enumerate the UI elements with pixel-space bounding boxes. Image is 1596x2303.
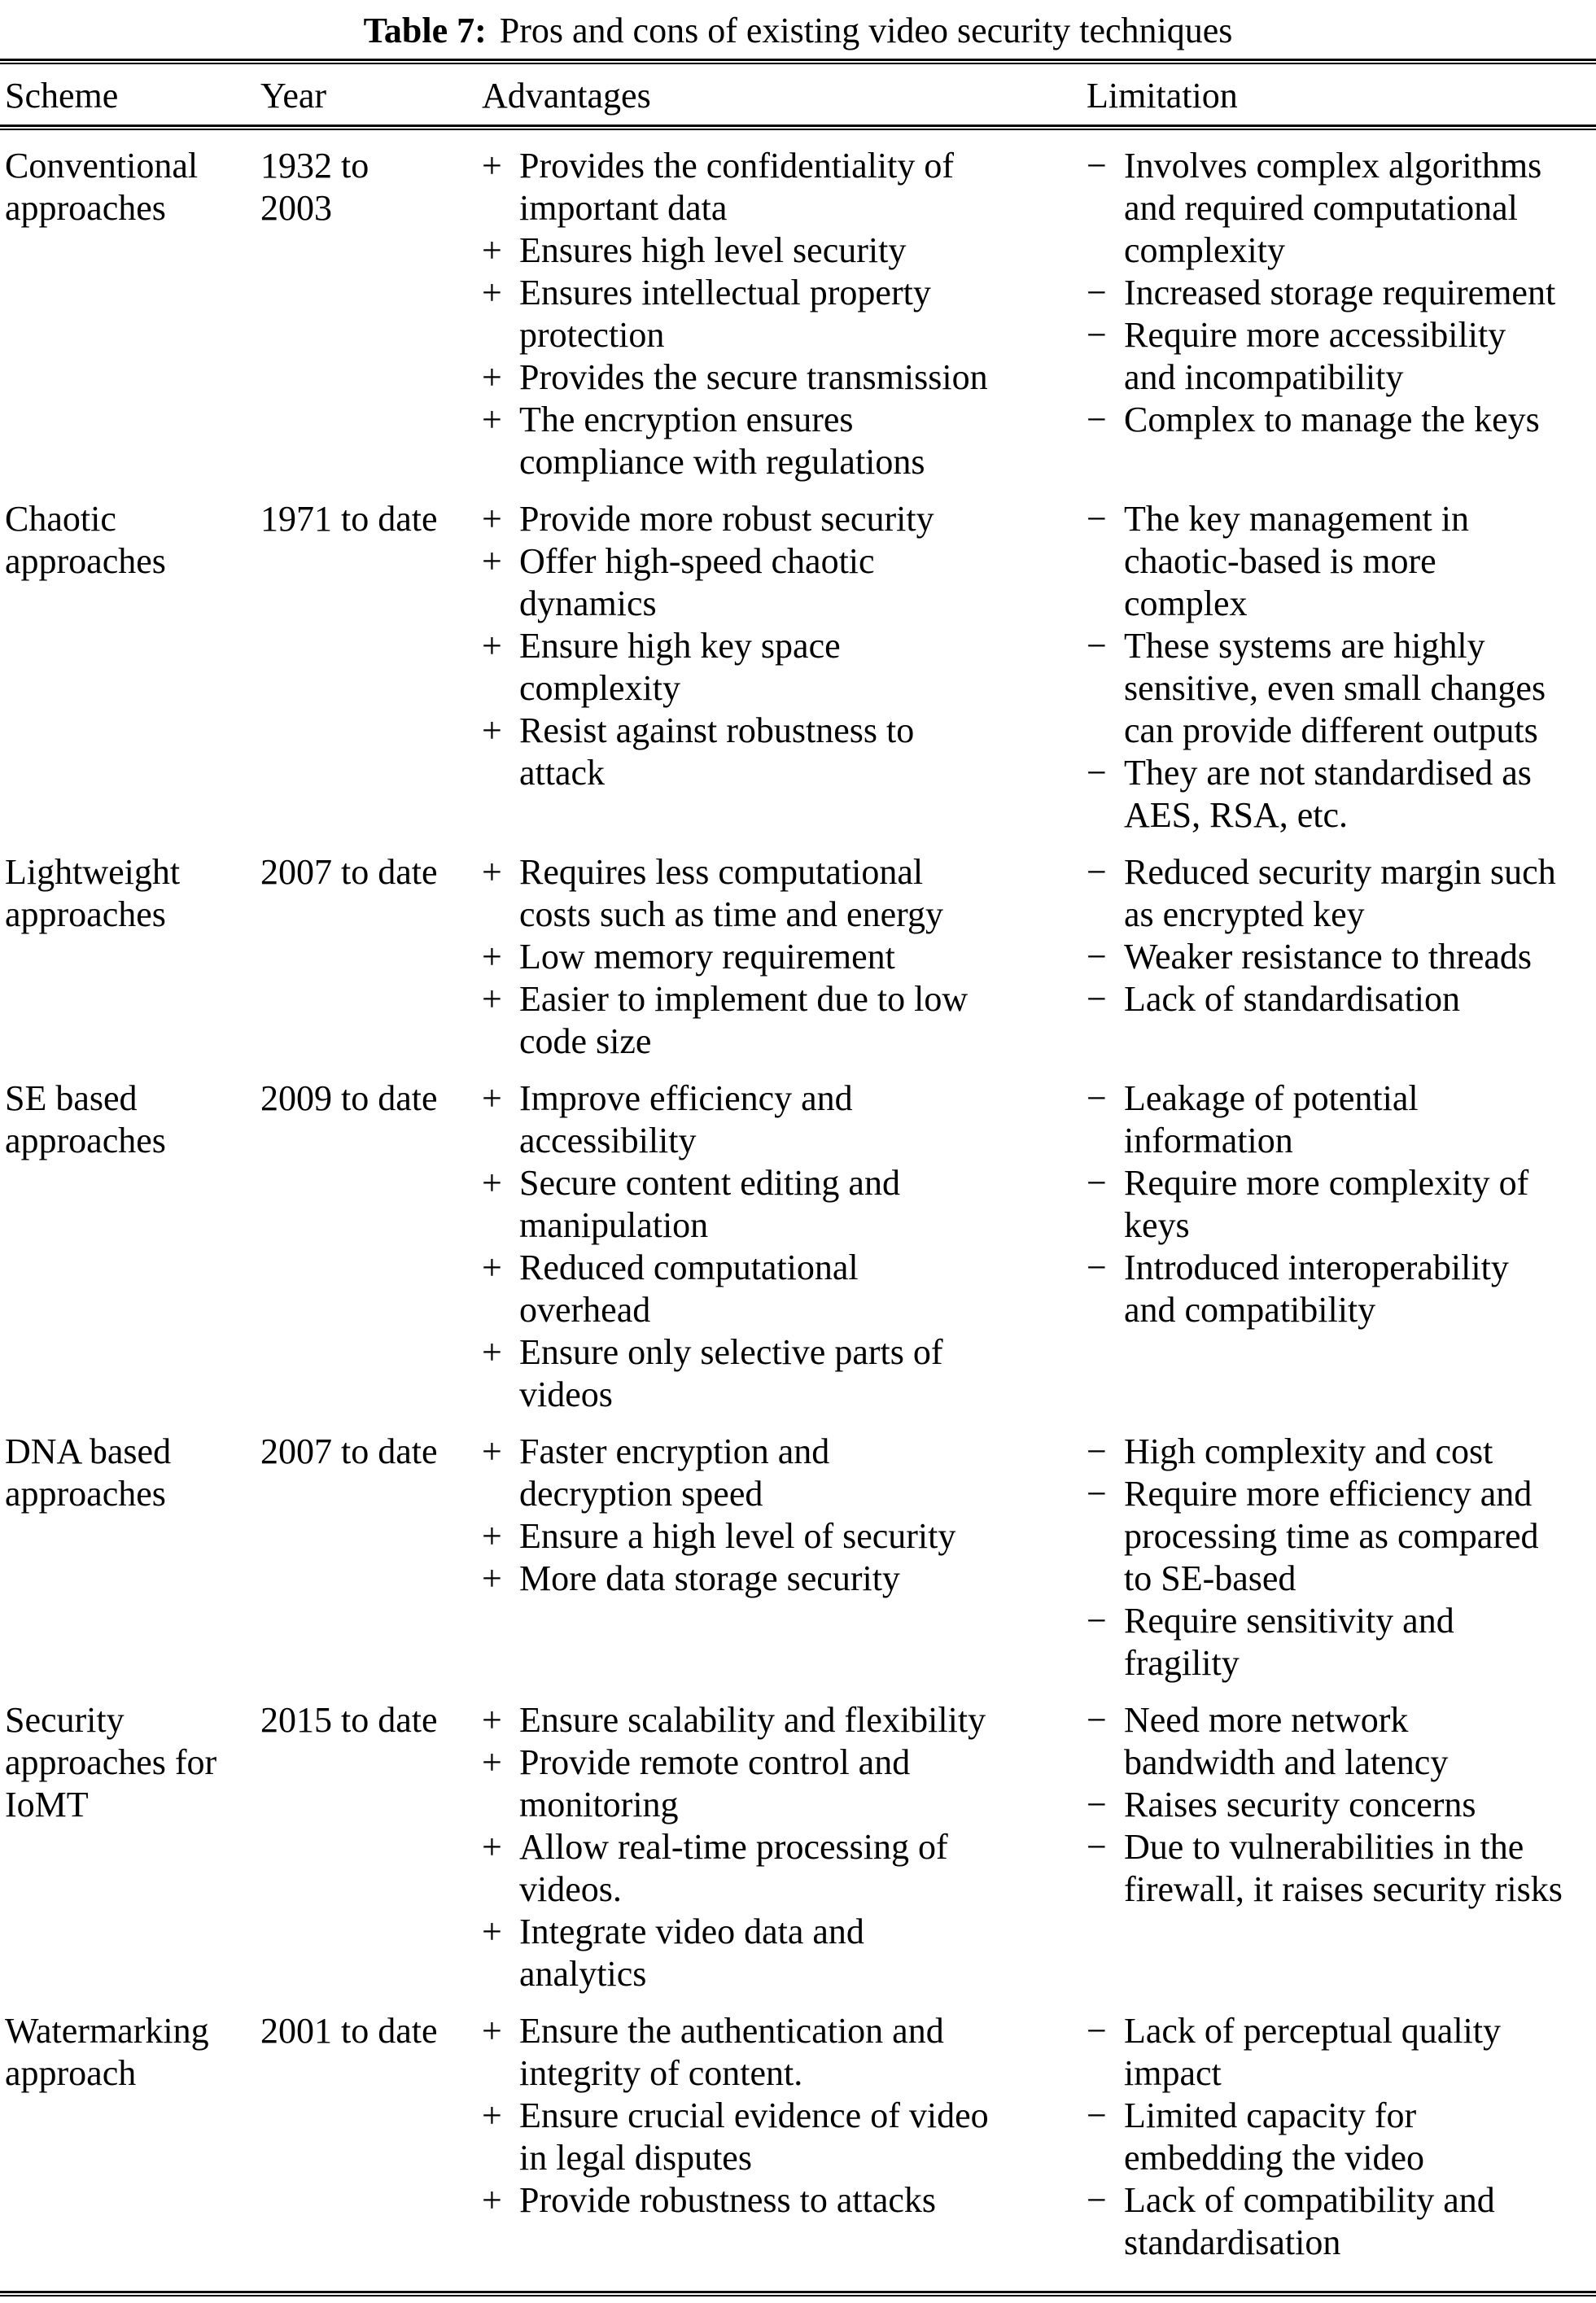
year-cell: 1932 to 2003 (260, 146, 369, 228)
item-text: Raises security concerns (1124, 1785, 1476, 1824)
item-text: High complexity and cost (1124, 1431, 1493, 1471)
plus-marker: + (482, 1516, 502, 1556)
minus-marker: − (1087, 1700, 1107, 1740)
item-text: Ensure scalability and flexibility (519, 1700, 986, 1740)
scheme-cell: Security approaches for IoMT (5, 1700, 217, 1824)
plus-marker: + (482, 626, 502, 666)
limitation-item (1087, 1431, 1596, 1473)
table-row (0, 498, 1596, 837)
advantages-cell (482, 498, 1087, 794)
item-text: Require more complexity of keys (1124, 1163, 1529, 1245)
limitation-item (1087, 1699, 1596, 1784)
header-rule (0, 125, 1596, 130)
column-header-year: Year (260, 76, 327, 116)
limitation-item (1087, 1600, 1596, 1685)
item-text: Offer high-speed chaotic dynamics (519, 541, 875, 623)
item-text: Provide remote control and monitoring (519, 1742, 911, 1824)
limitation-item (1087, 399, 1596, 441)
minus-marker: − (1087, 753, 1107, 793)
minus-marker: − (1087, 2180, 1107, 2220)
item-text: Ensures intellectual property protection (519, 273, 931, 355)
item-text: Limited capacity for embedding the video (1124, 2095, 1425, 2178)
advantage-item (482, 1331, 1087, 1416)
limitation-item (1087, 1162, 1596, 1247)
plus-marker: + (482, 400, 502, 439)
item-text: Allow real-time processing of videos. (519, 1827, 948, 1909)
limitation-item (1087, 625, 1596, 752)
limitation-item (1087, 936, 1596, 978)
minus-marker: − (1087, 1474, 1107, 1514)
plus-marker: + (482, 1912, 502, 1951)
plus-marker: + (482, 2180, 502, 2220)
limitation-item (1087, 1077, 1596, 1162)
bottom-rule (0, 2291, 1596, 2296)
scheme-cell: Chaotic approaches (5, 499, 166, 581)
limitation-item (1087, 978, 1596, 1020)
minus-marker: − (1087, 1431, 1107, 1471)
item-text: Improve efficiency and accessibility (519, 1078, 853, 1160)
advantage-item (482, 978, 1087, 1063)
plus-marker: + (482, 1700, 502, 1740)
column-header-limitation: Limitation (1087, 76, 1238, 116)
item-text: Leakage of potential information (1124, 1078, 1419, 1160)
table-caption-text: Pros and cons of existing video security techniques (499, 11, 1233, 50)
scheme-cell: DNA based approaches (5, 1431, 172, 1514)
limitation-item (1087, 498, 1596, 625)
item-text: Ensure high key space complexity (519, 626, 841, 708)
item-text: Ensure the authentication and integrity of content. (519, 2011, 944, 2093)
item-text: Reduced security margin such as encrypted key (1124, 852, 1556, 934)
item-text: Lack of compatibility and standardisation (1124, 2180, 1495, 2262)
minus-marker: − (1087, 1827, 1107, 1867)
plus-marker: + (482, 1078, 502, 1118)
table-row (0, 1077, 1596, 1416)
limitation-item (1087, 2095, 1596, 2179)
advantages-cell (482, 1431, 1087, 1600)
advantages-cell (482, 1699, 1087, 1995)
plus-marker: + (482, 230, 502, 270)
item-text: Ensure crucial evidence of video in legal disputes (519, 2095, 989, 2178)
minus-marker: − (1087, 315, 1107, 355)
minus-marker: − (1087, 1248, 1107, 1287)
minus-marker: − (1087, 626, 1107, 666)
limitation-item (1087, 1247, 1596, 1331)
item-text: Faster encryption and decryption speed (519, 1431, 830, 1514)
advantage-item (482, 851, 1087, 936)
limitation-item (1087, 851, 1596, 936)
advantage-item (482, 1699, 1087, 1741)
year-cell: 2001 to date (260, 2011, 438, 2051)
advantage-item (482, 2179, 1087, 2222)
item-text: Provides the confidentiality of important data (519, 146, 954, 228)
limitation-item (1087, 1473, 1596, 1600)
advantage-item (482, 498, 1087, 540)
scheme-cell: Conventional approaches (5, 146, 199, 228)
advantage-item (482, 710, 1087, 794)
advantages-cell (482, 1077, 1087, 1416)
advantage-item (482, 356, 1087, 399)
advantage-item (482, 1911, 1087, 1995)
advantages-cell (482, 851, 1087, 1063)
item-text: They are not standardised as AES, RSA, etc. (1124, 753, 1532, 835)
advantage-item (482, 1826, 1087, 1911)
item-text: Introduced interoperability and compatibility (1124, 1248, 1509, 1330)
plus-marker: + (482, 357, 502, 397)
table-row (0, 145, 1596, 483)
item-text: Low memory requirement (519, 937, 895, 977)
advantage-item (482, 1515, 1087, 1558)
advantage-item (482, 1162, 1087, 1247)
plus-marker: + (482, 1332, 502, 1372)
item-text: Integrate video data and analytics (519, 1912, 864, 1994)
limitations-cell (1087, 1077, 1596, 1331)
advantage-item (482, 1431, 1087, 1515)
advantage-item (482, 1247, 1087, 1331)
advantage-item (482, 1558, 1087, 1600)
year-cell: 2007 to date (260, 852, 438, 892)
item-text: Secure content editing and manipulation (519, 1163, 900, 1245)
plus-marker: + (482, 273, 502, 312)
limitations-cell (1087, 498, 1596, 837)
item-text: Due to vulnerabilities in the firewall, it raises security risks (1124, 1827, 1563, 1909)
limitations-cell (1087, 145, 1596, 441)
minus-marker: − (1087, 852, 1107, 892)
item-text: Reduced computational overhead (519, 1248, 859, 1330)
item-text: Requires less computational costs such as time and energy (519, 852, 943, 934)
advantages-cell (482, 2010, 1087, 2222)
item-text: Complex to manage the keys (1124, 400, 1540, 439)
scheme-cell: SE based approaches (5, 1078, 166, 1160)
minus-marker: − (1087, 1163, 1107, 1203)
plus-marker: + (482, 1248, 502, 1287)
advantage-item (482, 936, 1087, 978)
limitations-cell (1087, 851, 1596, 1020)
limitation-item (1087, 1826, 1596, 1911)
item-text: Provide more robust security (519, 499, 934, 539)
plus-marker: + (482, 710, 502, 750)
plus-marker: + (482, 979, 502, 1019)
item-text: Provides the secure transmission (519, 357, 988, 397)
advantage-item (482, 2095, 1087, 2179)
item-text: Ensure a high level of security (519, 1516, 956, 1556)
year-cell: 2009 to date (260, 1078, 438, 1118)
plus-marker: + (482, 2095, 502, 2135)
plus-marker: + (482, 1558, 502, 1598)
minus-marker: − (1087, 1785, 1107, 1824)
minus-marker: − (1087, 499, 1107, 539)
minus-marker: − (1087, 1078, 1107, 1118)
advantage-item (482, 1077, 1087, 1162)
advantage-item (482, 272, 1087, 356)
plus-marker: + (482, 146, 502, 186)
item-text: Weaker resistance to threads (1124, 937, 1532, 977)
table-row (0, 851, 1596, 1063)
limitations-cell (1087, 2010, 1596, 2264)
item-text: Require sensitivity and fragility (1124, 1601, 1454, 1683)
advantage-item (482, 2010, 1087, 2095)
item-text: Ensure only selective parts of videos (519, 1332, 943, 1414)
table-header-row (0, 64, 1596, 125)
limitations-cell (1087, 1699, 1596, 1911)
minus-marker: − (1087, 400, 1107, 439)
item-text: Need more network bandwidth and latency (1124, 1700, 1449, 1782)
minus-marker: − (1087, 2095, 1107, 2135)
advantage-item (482, 1741, 1087, 1826)
limitation-item (1087, 2010, 1596, 2095)
item-text: Lack of standardisation (1124, 979, 1460, 1019)
advantage-item (482, 399, 1087, 483)
year-cell: 2007 to date (260, 1431, 438, 1471)
plus-marker: + (482, 2011, 502, 2051)
item-text: Ensures high level security (519, 230, 907, 270)
year-cell: 1971 to date (260, 499, 438, 539)
minus-marker: − (1087, 937, 1107, 977)
limitation-item (1087, 272, 1596, 314)
plus-marker: + (482, 499, 502, 539)
minus-marker: − (1087, 1601, 1107, 1641)
limitation-item (1087, 314, 1596, 399)
table-body (0, 145, 1596, 2264)
plus-marker: + (482, 852, 502, 892)
limitation-item (1087, 752, 1596, 837)
minus-marker: − (1087, 979, 1107, 1019)
advantage-item (482, 229, 1087, 272)
plus-marker: + (482, 1742, 502, 1782)
item-text: More data storage security (519, 1558, 900, 1598)
scheme-cell: Lightweight approaches (5, 852, 181, 934)
plus-marker: + (482, 1431, 502, 1471)
plus-marker: + (482, 937, 502, 977)
advantage-item (482, 145, 1087, 229)
minus-marker: − (1087, 146, 1107, 186)
limitation-item (1087, 145, 1596, 272)
limitation-item (1087, 1784, 1596, 1826)
table-caption (0, 0, 1596, 52)
item-text: Resist against robustness to attack (519, 710, 915, 793)
top-rule (0, 59, 1596, 64)
table-row (0, 1699, 1596, 1995)
minus-marker: − (1087, 273, 1107, 312)
item-text: The key management in chaotic-based is more complex (1124, 499, 1469, 623)
item-text: Involves complex algorithms and required computational complexity (1124, 146, 1542, 270)
item-text: Increased storage requirement (1124, 273, 1556, 312)
item-text: Lack of perceptual quality impact (1124, 2011, 1502, 2093)
advantages-cell (482, 145, 1087, 483)
table-caption-label: Table 7: (363, 11, 487, 50)
plus-marker: + (482, 1827, 502, 1867)
item-text: The encryption ensures compliance with regulations (519, 400, 925, 482)
item-text: Require more efficiency and processing time as compared to SE-based (1124, 1474, 1539, 1598)
column-header-advantages: Advantages (482, 76, 651, 116)
table-row (0, 1431, 1596, 1685)
year-cell: 2015 to date (260, 1700, 438, 1740)
plus-marker: + (482, 541, 502, 581)
limitation-item (1087, 2179, 1596, 2264)
limitations-cell (1087, 1431, 1596, 1685)
item-text: Easier to implement due to low code size (519, 979, 969, 1061)
column-header-scheme: Scheme (5, 76, 119, 116)
item-text: Provide robustness to attacks (519, 2180, 937, 2220)
item-text: Require more accessibility and incompatibility (1124, 315, 1506, 397)
minus-marker: − (1087, 2011, 1107, 2051)
item-text: These systems are highly sensitive, even small changes can provide different outputs (1124, 626, 1546, 750)
scheme-cell: Watermarking approach (5, 2011, 209, 2093)
advantage-item (482, 540, 1087, 625)
plus-marker: + (482, 1163, 502, 1203)
table-row (0, 2010, 1596, 2264)
advantage-item (482, 625, 1087, 710)
